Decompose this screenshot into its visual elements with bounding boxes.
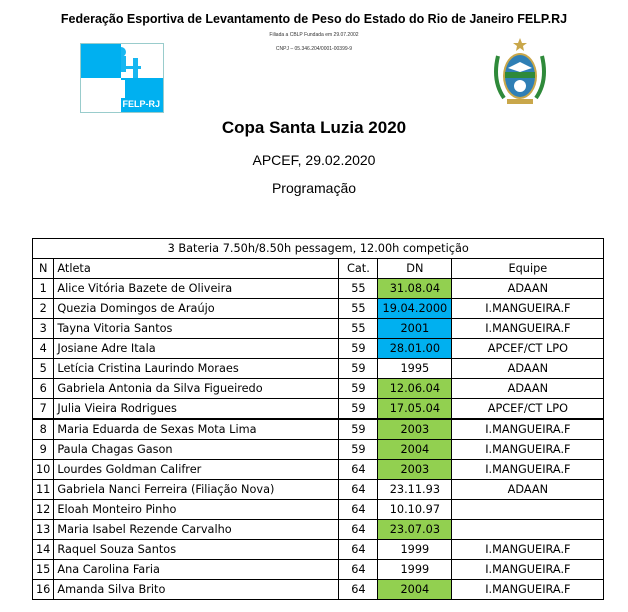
- team: I.MANGUEIRA.F: [452, 560, 604, 580]
- birth-date: 2004: [378, 440, 452, 460]
- category: 59: [339, 339, 378, 359]
- table-row: [33, 419, 604, 440]
- category: 59: [339, 379, 378, 399]
- team: I.MANGUEIRA.F: [452, 419, 604, 440]
- athlete-name: Tayna Vitoria Santos: [54, 319, 339, 339]
- affiliation-text: Filiada a CBLP Fundada em 29.07.2002: [269, 32, 359, 38]
- team: ADAAN: [452, 279, 604, 299]
- table-header-row: [33, 259, 604, 279]
- team: APCEF/CT LPO: [452, 339, 604, 359]
- category: 59: [339, 419, 378, 440]
- athlete-name: Eloah Monteiro Pinho: [54, 500, 339, 520]
- table-row: [33, 319, 604, 339]
- row-number: 14: [33, 540, 54, 560]
- category: 59: [339, 359, 378, 379]
- row-number: 8: [33, 419, 54, 440]
- team: I.MANGUEIRA.F: [452, 580, 604, 600]
- athlete-name: Gabriela Nanci Ferreira (Filiação Nova): [54, 480, 339, 500]
- birth-date: 12.06.04: [378, 379, 452, 399]
- team: ADAAN: [452, 359, 604, 379]
- team: ADAAN: [452, 379, 604, 399]
- row-number: 12: [33, 500, 54, 520]
- row-number: 13: [33, 520, 54, 540]
- event-title: Copa Santa Luzia 2020: [221, 118, 407, 137]
- row-number: 2: [33, 299, 54, 319]
- row-number: 7: [33, 399, 54, 420]
- athlete-name: Gabriela Antonia da Silva Figueiredo: [54, 379, 339, 399]
- athlete-name: Ana Carolina Faria: [54, 560, 339, 580]
- state-coat-of-arms: [490, 36, 550, 106]
- birth-date: 23.11.93: [378, 480, 452, 500]
- schedule-table: [32, 238, 604, 600]
- team: I.MANGUEIRA.F: [452, 299, 604, 319]
- birth-date: 31.08.04: [378, 279, 452, 299]
- row-number: 5: [33, 359, 54, 379]
- event-place-date: APCEF, 29.02.2020: [252, 152, 376, 168]
- table-row: [33, 339, 604, 359]
- col-header-cat: Cat.: [339, 259, 378, 279]
- team: I.MANGUEIRA.F: [452, 460, 604, 480]
- category: 64: [339, 520, 378, 540]
- table-row: [33, 379, 604, 399]
- team: APCEF/CT LPO: [452, 399, 604, 420]
- birth-date: 1999: [378, 560, 452, 580]
- row-number: 6: [33, 379, 54, 399]
- table-row: [33, 399, 604, 420]
- birth-date: 17.05.04: [378, 399, 452, 420]
- table-row: [33, 299, 604, 319]
- birth-date: 1995: [378, 359, 452, 379]
- category: 55: [339, 299, 378, 319]
- row-number: 4: [33, 339, 54, 359]
- team: [452, 500, 604, 520]
- cnpj-text: CNPJ – 05.346.204/0001-00399-9: [275, 46, 353, 52]
- team: I.MANGUEIRA.F: [452, 540, 604, 560]
- team: ADAAN: [452, 480, 604, 500]
- athlete-name: Julia Vieira Rodrigues: [54, 399, 339, 420]
- table-row: [33, 359, 604, 379]
- category: 64: [339, 500, 378, 520]
- table-row: [33, 580, 604, 600]
- table-row: [33, 500, 604, 520]
- birth-date: 23.07.03: [378, 520, 452, 540]
- row-number: 3: [33, 319, 54, 339]
- table-row: [33, 540, 604, 560]
- row-number: 9: [33, 440, 54, 460]
- category: 59: [339, 440, 378, 460]
- row-number: 11: [33, 480, 54, 500]
- birth-date: 2004: [378, 580, 452, 600]
- category: 64: [339, 560, 378, 580]
- row-number: 15: [33, 560, 54, 580]
- row-number: 1: [33, 279, 54, 299]
- team: I.MANGUEIRA.F: [452, 440, 604, 460]
- event-subtitle: Programação: [271, 180, 357, 196]
- table-row: [33, 480, 604, 500]
- team: [452, 520, 604, 540]
- birth-date: 10.10.97: [378, 500, 452, 520]
- athlete-name: Quezia Domingos de Araújo: [54, 299, 339, 319]
- col-header-atleta: Atleta: [54, 259, 339, 279]
- table-row: [33, 279, 604, 299]
- team: I.MANGUEIRA.F: [452, 319, 604, 339]
- category: 64: [339, 580, 378, 600]
- col-header-n: N: [33, 259, 54, 279]
- table-caption: 3 Bateria 7.50h/8.50h pessagem, 12.00h competição: [33, 239, 604, 259]
- birth-date: 2001: [378, 319, 452, 339]
- category: 55: [339, 279, 378, 299]
- birth-date: 2003: [378, 460, 452, 480]
- category: 55: [339, 319, 378, 339]
- table-row: [33, 560, 604, 580]
- table-row: [33, 460, 604, 480]
- birth-date: 1999: [378, 540, 452, 560]
- athlete-name: Maria Isabel Rezende Carvalho: [54, 520, 339, 540]
- col-header-dn: DN: [378, 259, 452, 279]
- felp-rj-logo: FELP-RJ: [80, 43, 164, 113]
- category: 64: [339, 480, 378, 500]
- category: 64: [339, 460, 378, 480]
- athlete-name: Raquel Souza Santos: [54, 540, 339, 560]
- category: 59: [339, 399, 378, 420]
- category: 64: [339, 540, 378, 560]
- birth-date: 2003: [378, 419, 452, 440]
- athlete-name: Amanda Silva Brito: [54, 580, 339, 600]
- row-number: 10: [33, 460, 54, 480]
- athlete-name: Letícia Cristina Laurindo Moraes: [54, 359, 339, 379]
- table-row: [33, 520, 604, 540]
- athlete-name: Maria Eduarda de Sexas Mota Lima: [54, 419, 339, 440]
- athlete-name: Alice Vitória Bazete de Oliveira: [54, 279, 339, 299]
- athlete-name: Paula Chagas Gason: [54, 440, 339, 460]
- row-number: 16: [33, 580, 54, 600]
- athlete-name: Lourdes Goldman Califrer: [54, 460, 339, 480]
- birth-date: 19.04.2000: [378, 299, 452, 319]
- table-row: [33, 440, 604, 460]
- birth-date: 28.01.00: [378, 339, 452, 359]
- athlete-name: Josiane Adre Itala: [54, 339, 339, 359]
- federation-name: Federação Esportiva de Levantamento de Peso do Estado do Rio de Janeiro FELP.RJ: [60, 12, 568, 26]
- col-header-equipe: Equipe: [452, 259, 604, 279]
